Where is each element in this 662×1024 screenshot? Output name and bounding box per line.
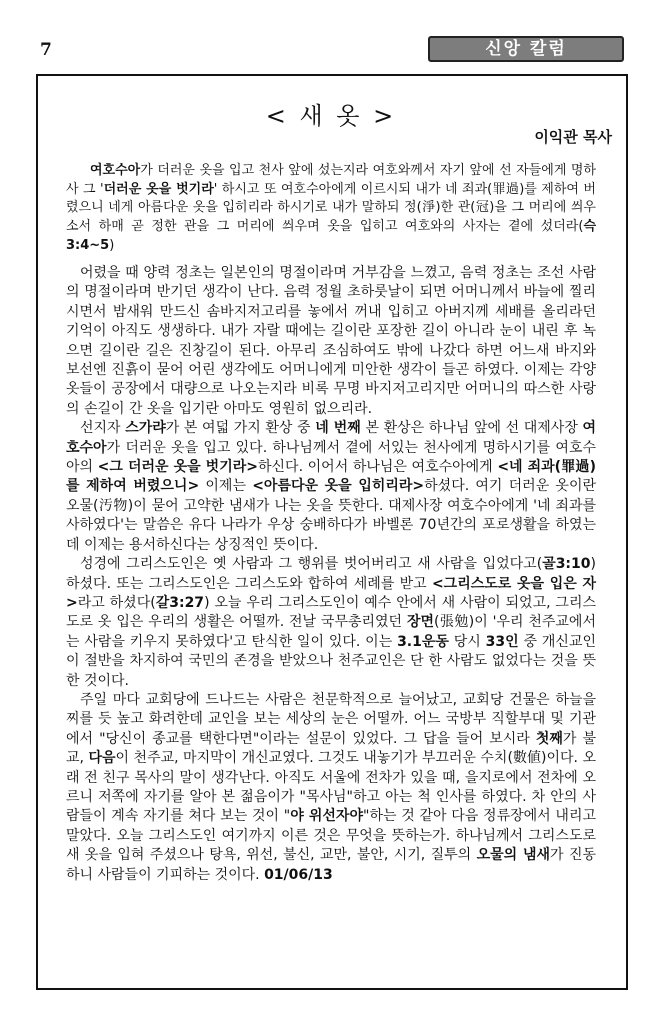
text-run: 가 불교,: [66, 730, 597, 767]
text-run: <아름다운 옷을 입히리라>: [252, 478, 425, 495]
epigraph-run: ' 하시고 또 여호수아에게 이르시되 내가 네 죄과(罪過)를 제하여 버렸으니 네게 아름다운 옷을 입히리라 하시기로 내가 말하되 정(淨)한 관(冠)을 그 머리에 씌우소서 하매 곧 정한 관을 그 머리에 씌우며 옷을 입히고 여호와의 사자는 곁에 섰더라(: [66, 181, 596, 235]
text-run: 주일 마다 교회당에 드나드는 사람은 천문학적으로 늘어났고, 교회당 건물은 하늘을 찌를 듯 높고 화려한데 교인을 보는 세상의 눈은 어떨까. 어느 국방부 직할부대 및 기관에서 "당신이 종교를 택한다면"이라는 설문이 있었다. 그 답을 들어 보시라: [66, 691, 596, 747]
article-author: 이익관 목사: [534, 128, 612, 146]
text-run: 본 환상은 하나님 앞에 선 대제사장: [360, 420, 583, 437]
page-number: 7: [40, 40, 52, 60]
text-run: "하는 것 같아 다음 정류장에서 내리고 말았다. 오늘 그리스도인 여기까지 이른 것은 무엇을 뜻하는가. 하나님께서 그리스도로 새 옷을 입혀 주셨으나 탕욕, 위선, 불신, 교만, 불안, 시기, 질투의: [66, 808, 596, 864]
epigraph-run: 슥3:4~5: [66, 219, 596, 253]
text-run: 중 개신교인이 절반을 차지하여 국민의 존경을 받았으나 천주교인은 단 한 사람도 없었다는 것을 뜻한 것이다.: [66, 633, 596, 689]
text-run: <그 더러운 옷을 벗기라>: [97, 459, 258, 476]
text-run: 당시: [448, 633, 486, 650]
paragraph: [66, 691, 596, 885]
text-run: 여호수아: [66, 420, 597, 456]
text-run: 가 본 여덟 가지 환상 중: [165, 420, 316, 437]
text-run: 가 더러운 옷을 입고 있다. 하나님께서 곁에 서있는 천사에게 명하시기를 여호수아의: [66, 439, 596, 476]
text-run: <네 죄과(罪過)를 제하여 버렸으니>: [66, 459, 596, 495]
text-run: 성경에 그리스도인은 옛 사람과 그 행위를 벗어버리고 새 사람을 입었다고(: [80, 556, 543, 573]
text-run: (張勉)이 '우리 천주교에서는 사람을 키우지 못하였다'고 탄식한 일이 있다. 이는: [66, 614, 596, 650]
section-tab: 신앙 칼럼: [428, 36, 624, 62]
paragraph: [66, 555, 596, 691]
epigraph-run: ): [109, 237, 115, 253]
text-run: 다음: [88, 750, 116, 767]
text-run: 스가랴: [125, 420, 166, 437]
text-run: 첫째: [535, 730, 563, 747]
text-run: )하셨다. 또는 그리스도인은 그리스도와 합하여 세례를 받고: [66, 556, 596, 592]
scripture-epigraph: [66, 162, 596, 256]
text-run: 갈3:27: [155, 594, 205, 611]
epigraph-run: 가 더러운 옷을 입고 천사 앞에 섰는지라 여호와께서 자기 앞에 선 자들에게 명하사 그 ': [66, 163, 596, 197]
epigraph-run: 더러운 옷을 벗기라: [103, 181, 214, 197]
article-title: < 새 옷 >: [265, 102, 397, 130]
text-run: 01/06/13: [264, 866, 333, 883]
text-run: 33인: [485, 633, 519, 650]
text-run: 장면: [406, 614, 435, 631]
text-run: 골3:10: [542, 556, 591, 573]
text-run: 네 번째: [315, 420, 361, 437]
text-run: 오물의 냄새: [476, 847, 551, 864]
text-run: 이제는: [199, 478, 253, 495]
text-run: 라고 하셨다(: [77, 594, 156, 611]
text-run: 야 위선자야: [290, 808, 363, 825]
paragraph: [66, 264, 596, 419]
text-run: 어렸을 때 양력 정초는 일본인의 명절이라며 거부감을 느꼈고, 음력 정초는 조선 사람의 명절이라며 반기던 생각이 난다. 음력 정월 초하룻날이 되면 어머니께서 바늘에 찔리시면서 밤새워 만드신 솜바지저고리를 놓에서 꺼내 입히고 아버지께 세배를 올리라던 기억이 아직도 생생하다. 내가 자랄 때에는 길이란 포장한 길이 아니라 눈이 내린 후 녹으면 길이란 길은 진창길이 된다. 아무리 조심하여도 밖에 나갔다 하면 어느새 바지와 보선엔 진흙이 묻어 어린 생각에도 어머니에게 미안한 생각이 들곤 하였다. 이제는 각양 옷들이 공장에서 대량으로 나오는지라 비록 무명 바지저고리지만 어머니의 따스한 사랑의 손길이 간 옷을 입기란 아마도 영원히 없으리라.: [66, 265, 596, 417]
text-run: 하신다. 이어서 하나님은 여호수아에게: [258, 459, 498, 476]
article-body: [66, 264, 596, 885]
text-run: ) 오늘 우리 그리스도인이 예수 안에서 새 사람이 되었고, 그리스도로 옷 입은 우리의 생활은 어떨까. 전날 국무총리였던: [66, 594, 596, 631]
text-run: 이 천주교, 마지막이 개신교였다. 그것도 내놓기가 부끄러운 수치(數値)이다. 오래 전 친구 목사의 말이 생각난다. 아직도 서울에 전차가 있을 때, 을지로에서 전차에 오르니 저쪽에 자기를 알아 본 젊음이가 "목사님"하고 아는 척 인사를 하였다. 차 안의 사람들이 계속 자기를 쳐다 보는 것이 ": [66, 750, 596, 825]
text-run: 하셨다. 여기 더러운 옷이란 오물(汚物)이 묻어 고약한 냄새가 나는 옷을 뜻한다. 대제사장 여호수아에게 '네 죄과를 사하였다'는 말씀은 유다 나라가 우상 숭배하다가 바벨론 70년간의 포로생활을 하였는데 이제는 용서하신다는 상징적인 뜻이다.: [66, 478, 596, 553]
paragraph: [66, 419, 596, 555]
text-run: 가 진동하니 사람들이 기피하는 것이다.: [66, 847, 596, 883]
text-run: 3.1운동: [397, 633, 449, 650]
text-run: 선지자: [80, 420, 126, 437]
epigraph-run: 여호수아: [90, 163, 141, 178]
text-run: <그리스도로 옷을 입은 자>: [66, 575, 596, 611]
